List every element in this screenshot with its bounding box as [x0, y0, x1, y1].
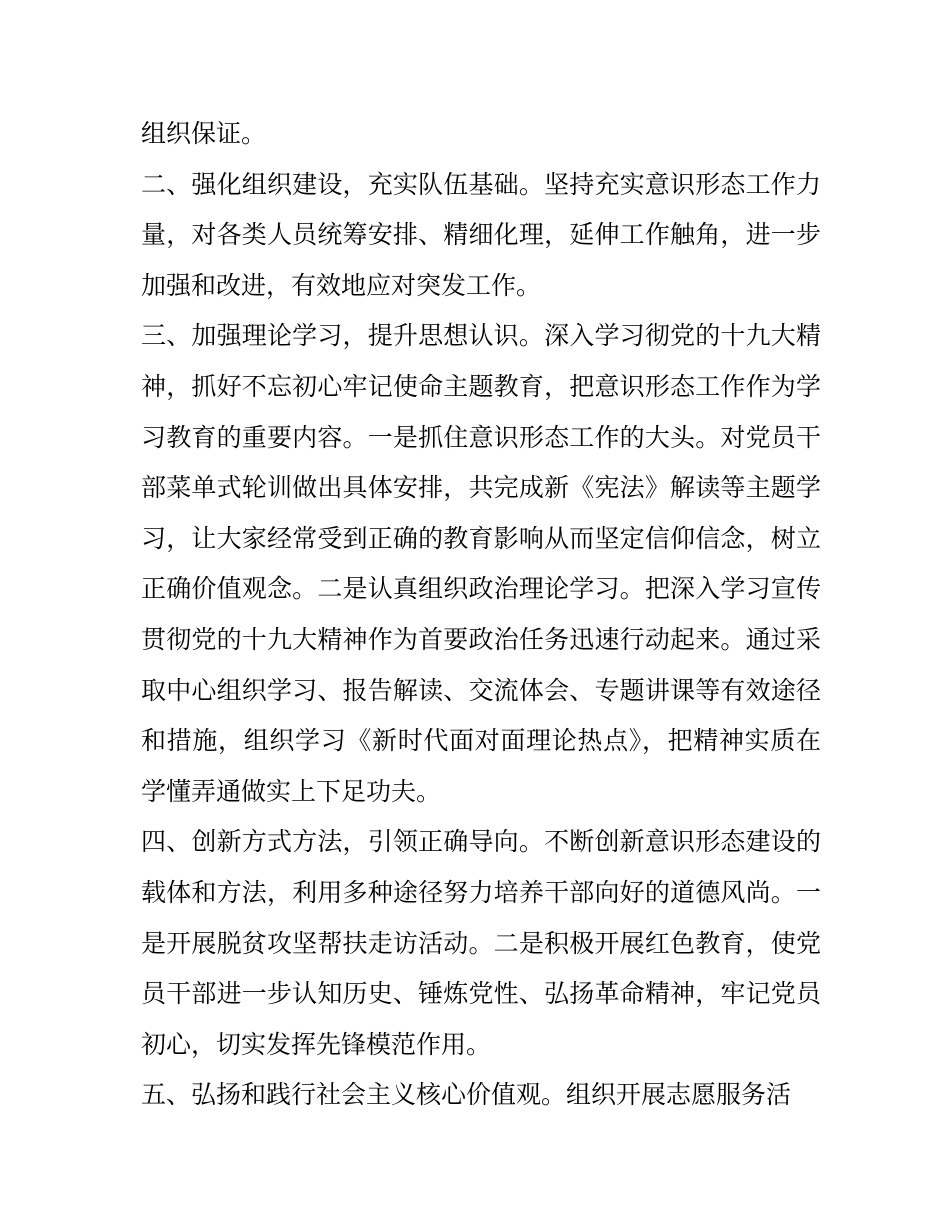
- document-body: [141, 109, 821, 1121]
- text-line: 二、强化组织建设，充实队伍基础。坚持充实意识形态工作力: [141, 169, 821, 199]
- text-line: 五、弘扬和践行社会主义核心价值观。组织开展志愿服务活: [141, 1080, 792, 1110]
- text-line: 加强和改进，有效地应对突发工作。: [141, 270, 542, 300]
- text-line: 部菜单式轮训做出具体安排，共完成新《宪法》解读等主题学: [141, 473, 821, 503]
- text-line: 三、加强理论学习，提升思想认识。深入学习彻党的十九大精: [141, 321, 821, 351]
- text-line: 贯彻党的十九大精神作为首要政治任务迅速行动起来。通过采: [141, 624, 821, 654]
- text-line: 和措施，组织学习《新时代面对面理论热点》，把精神实质在: [141, 726, 821, 756]
- text-line: 员干部进一步认知历史、锤炼党性、弘扬革命精神，牢记党员: [141, 979, 821, 1009]
- text-line: 载体和方法，利用多种途径努力培养干部向好的道德风尚。一: [141, 877, 821, 907]
- text-line: 神，抓好不忘初心牢记使命主题教育，把意识形态工作作为学: [141, 371, 821, 401]
- text-line: 四、创新方式方法，引领正确导向。不断创新意识形态建设的: [141, 827, 821, 857]
- text-line: 习教育的重要内容。一是抓住意识形态工作的大头。对党员干: [141, 422, 821, 452]
- text-line: 组织保证。: [141, 119, 267, 148]
- text-line: 初心，切实发挥先锋模范作用。: [141, 1029, 492, 1059]
- text-line: 取中心组织学习、报告解读、交流体会、专题讲课等有效途径: [141, 675, 821, 705]
- text-line: 量，对各类人员统筹安排、精细化理，延伸工作触角，进一步: [141, 220, 821, 250]
- text-line: 正确价值观念。二是认真组织政治理论学习。把深入学习宣传: [141, 574, 821, 604]
- text-line: 习，让大家经常受到正确的教育影响从而坚定信仰信念，树立: [141, 523, 821, 553]
- text-line: 学懂弄通做实上下足功夫。: [141, 776, 442, 806]
- text-line: 是开展脱贫攻坚帮扶走访活动。二是积极开展红色教育，使党: [141, 928, 821, 958]
